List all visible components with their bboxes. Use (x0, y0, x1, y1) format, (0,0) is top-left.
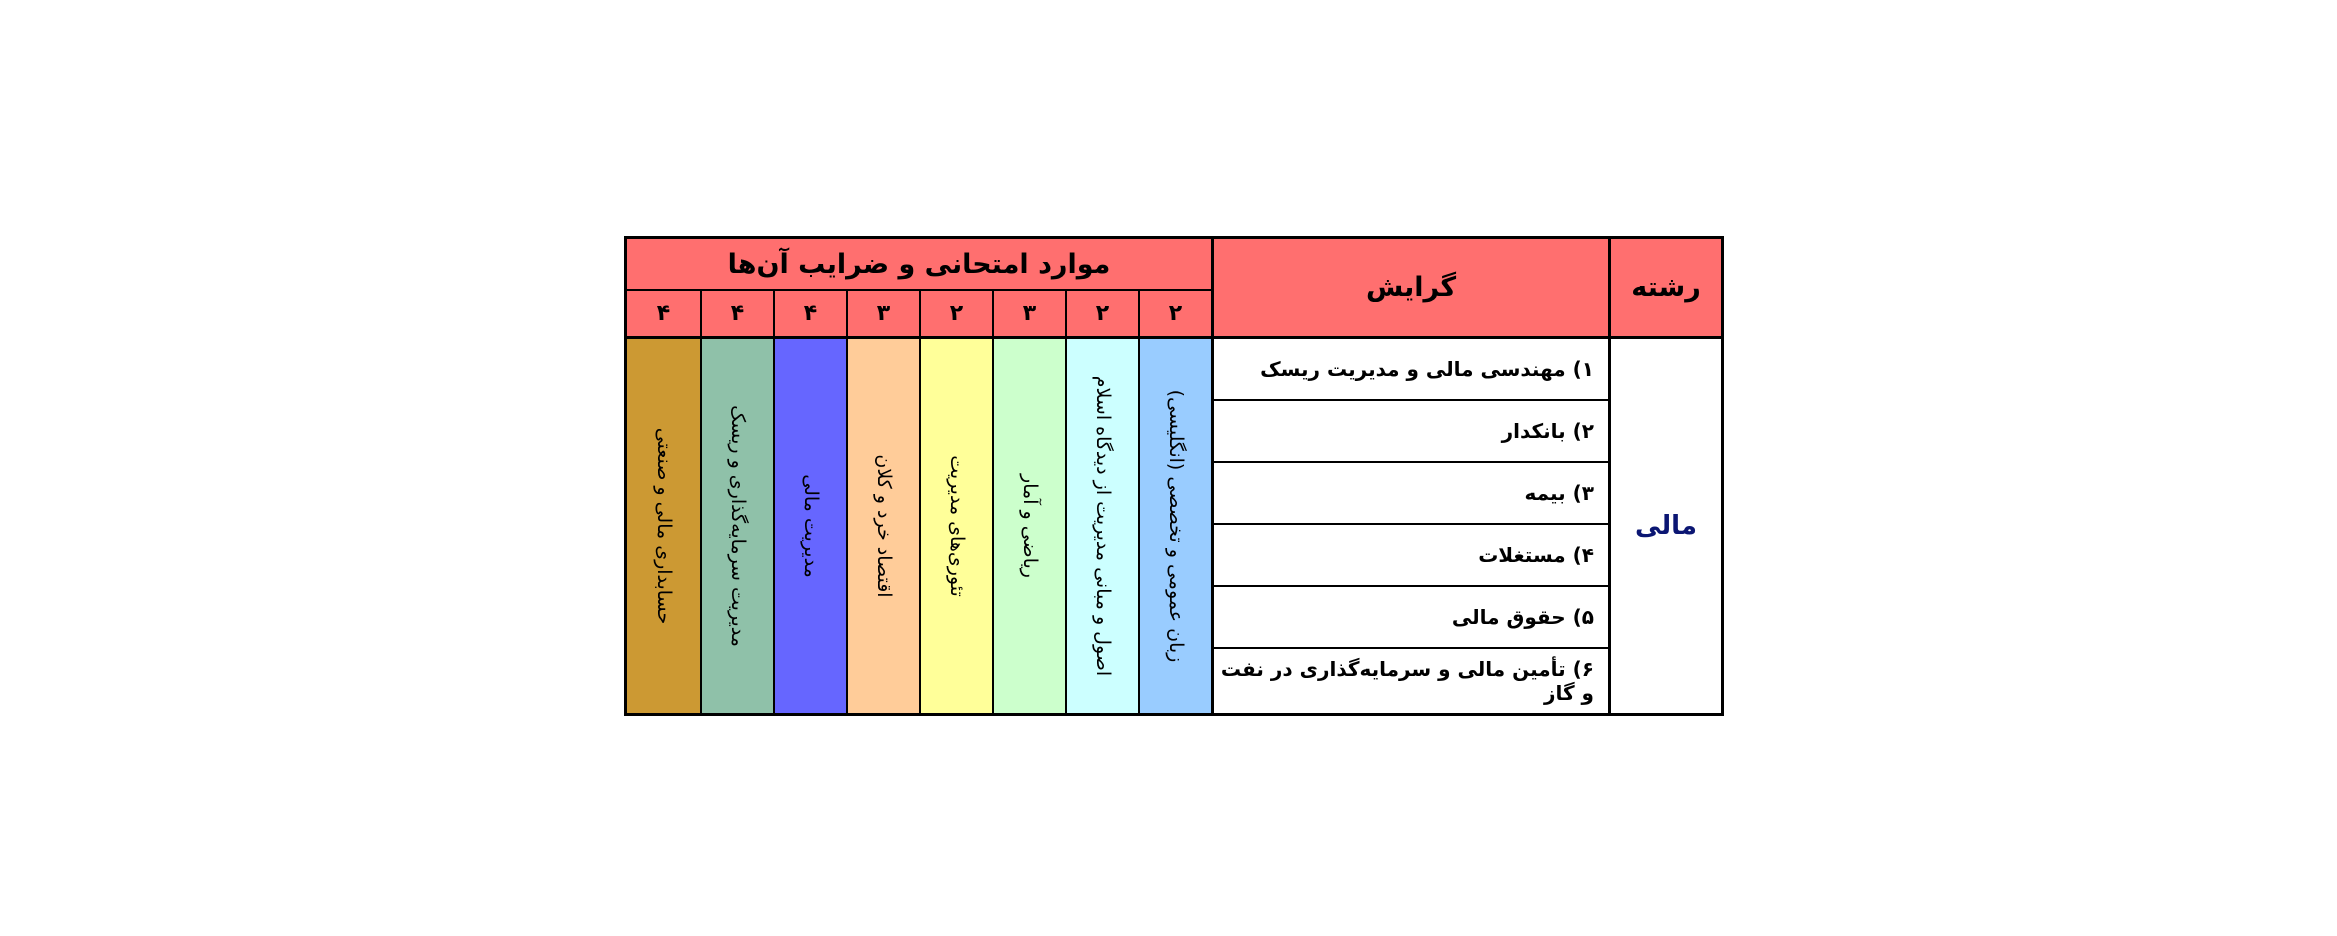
coefficient-cell: ۲ (1065, 291, 1138, 339)
field-value: مالی (1635, 511, 1697, 541)
subject-column (773, 339, 846, 713)
coefficient-cell: ۳ (992, 291, 1065, 339)
field-header: رشته (1631, 272, 1701, 303)
field-cell (1608, 339, 1721, 713)
subject-label: مدیریت سرمایه‌گذاری و ریسک (726, 405, 749, 647)
subject-label: حسابداری مالی و صنعتی (652, 427, 675, 625)
specialization-row: ۴) مستغلات (1211, 525, 1608, 587)
specialization-header: گرایش (1365, 272, 1457, 303)
coefficient-cell: ۴ (773, 291, 846, 339)
subject-label: اصول و مبانی مدیریت از دیدگاه اسلام (1091, 375, 1114, 677)
subject-label: تئوری‌های مدیریت (945, 455, 968, 597)
coefficient-cell: ۲ (919, 291, 992, 339)
subject-label: زبان عمومی و تخصصی (انگلیسی) (1164, 389, 1187, 663)
specialization-header-cell (1211, 239, 1608, 339)
subject-column (627, 339, 700, 713)
subject-label: اقتصاد خرد و کلان (872, 454, 895, 598)
exam-header: موارد امتحانی و ضرایب آن‌ها (727, 248, 1111, 280)
subject-column (919, 339, 992, 713)
subject-column (700, 339, 773, 713)
specialization-row: ۲) بانکدار (1211, 401, 1608, 463)
specialization-row: ۳) بیمه (1211, 463, 1608, 525)
field-header-cell (1608, 239, 1721, 339)
exam-table (624, 236, 1724, 716)
coefficient-cell: ۴ (627, 291, 700, 339)
subject-label: ریاضی و آمار (1018, 474, 1041, 578)
exam-header-cell (627, 239, 1211, 291)
specialization-row: ۶) تأمین مالی و سرمایه‌گذاری در نفت و گاز (1211, 649, 1608, 713)
subject-column (1065, 339, 1138, 713)
coefficient-cell: ۴ (700, 291, 773, 339)
subject-label: مدیریت مالی (799, 474, 822, 578)
specialization-row: ۱) مهندسی مالی و مدیریت ریسک (1211, 339, 1608, 401)
subject-column (1138, 339, 1211, 713)
subject-column (846, 339, 919, 713)
coefficient-cell: ۳ (846, 291, 919, 339)
subject-column (992, 339, 1065, 713)
coefficient-cell: ۲ (1138, 291, 1211, 339)
specialization-row: ۵) حقوق مالی (1211, 587, 1608, 649)
